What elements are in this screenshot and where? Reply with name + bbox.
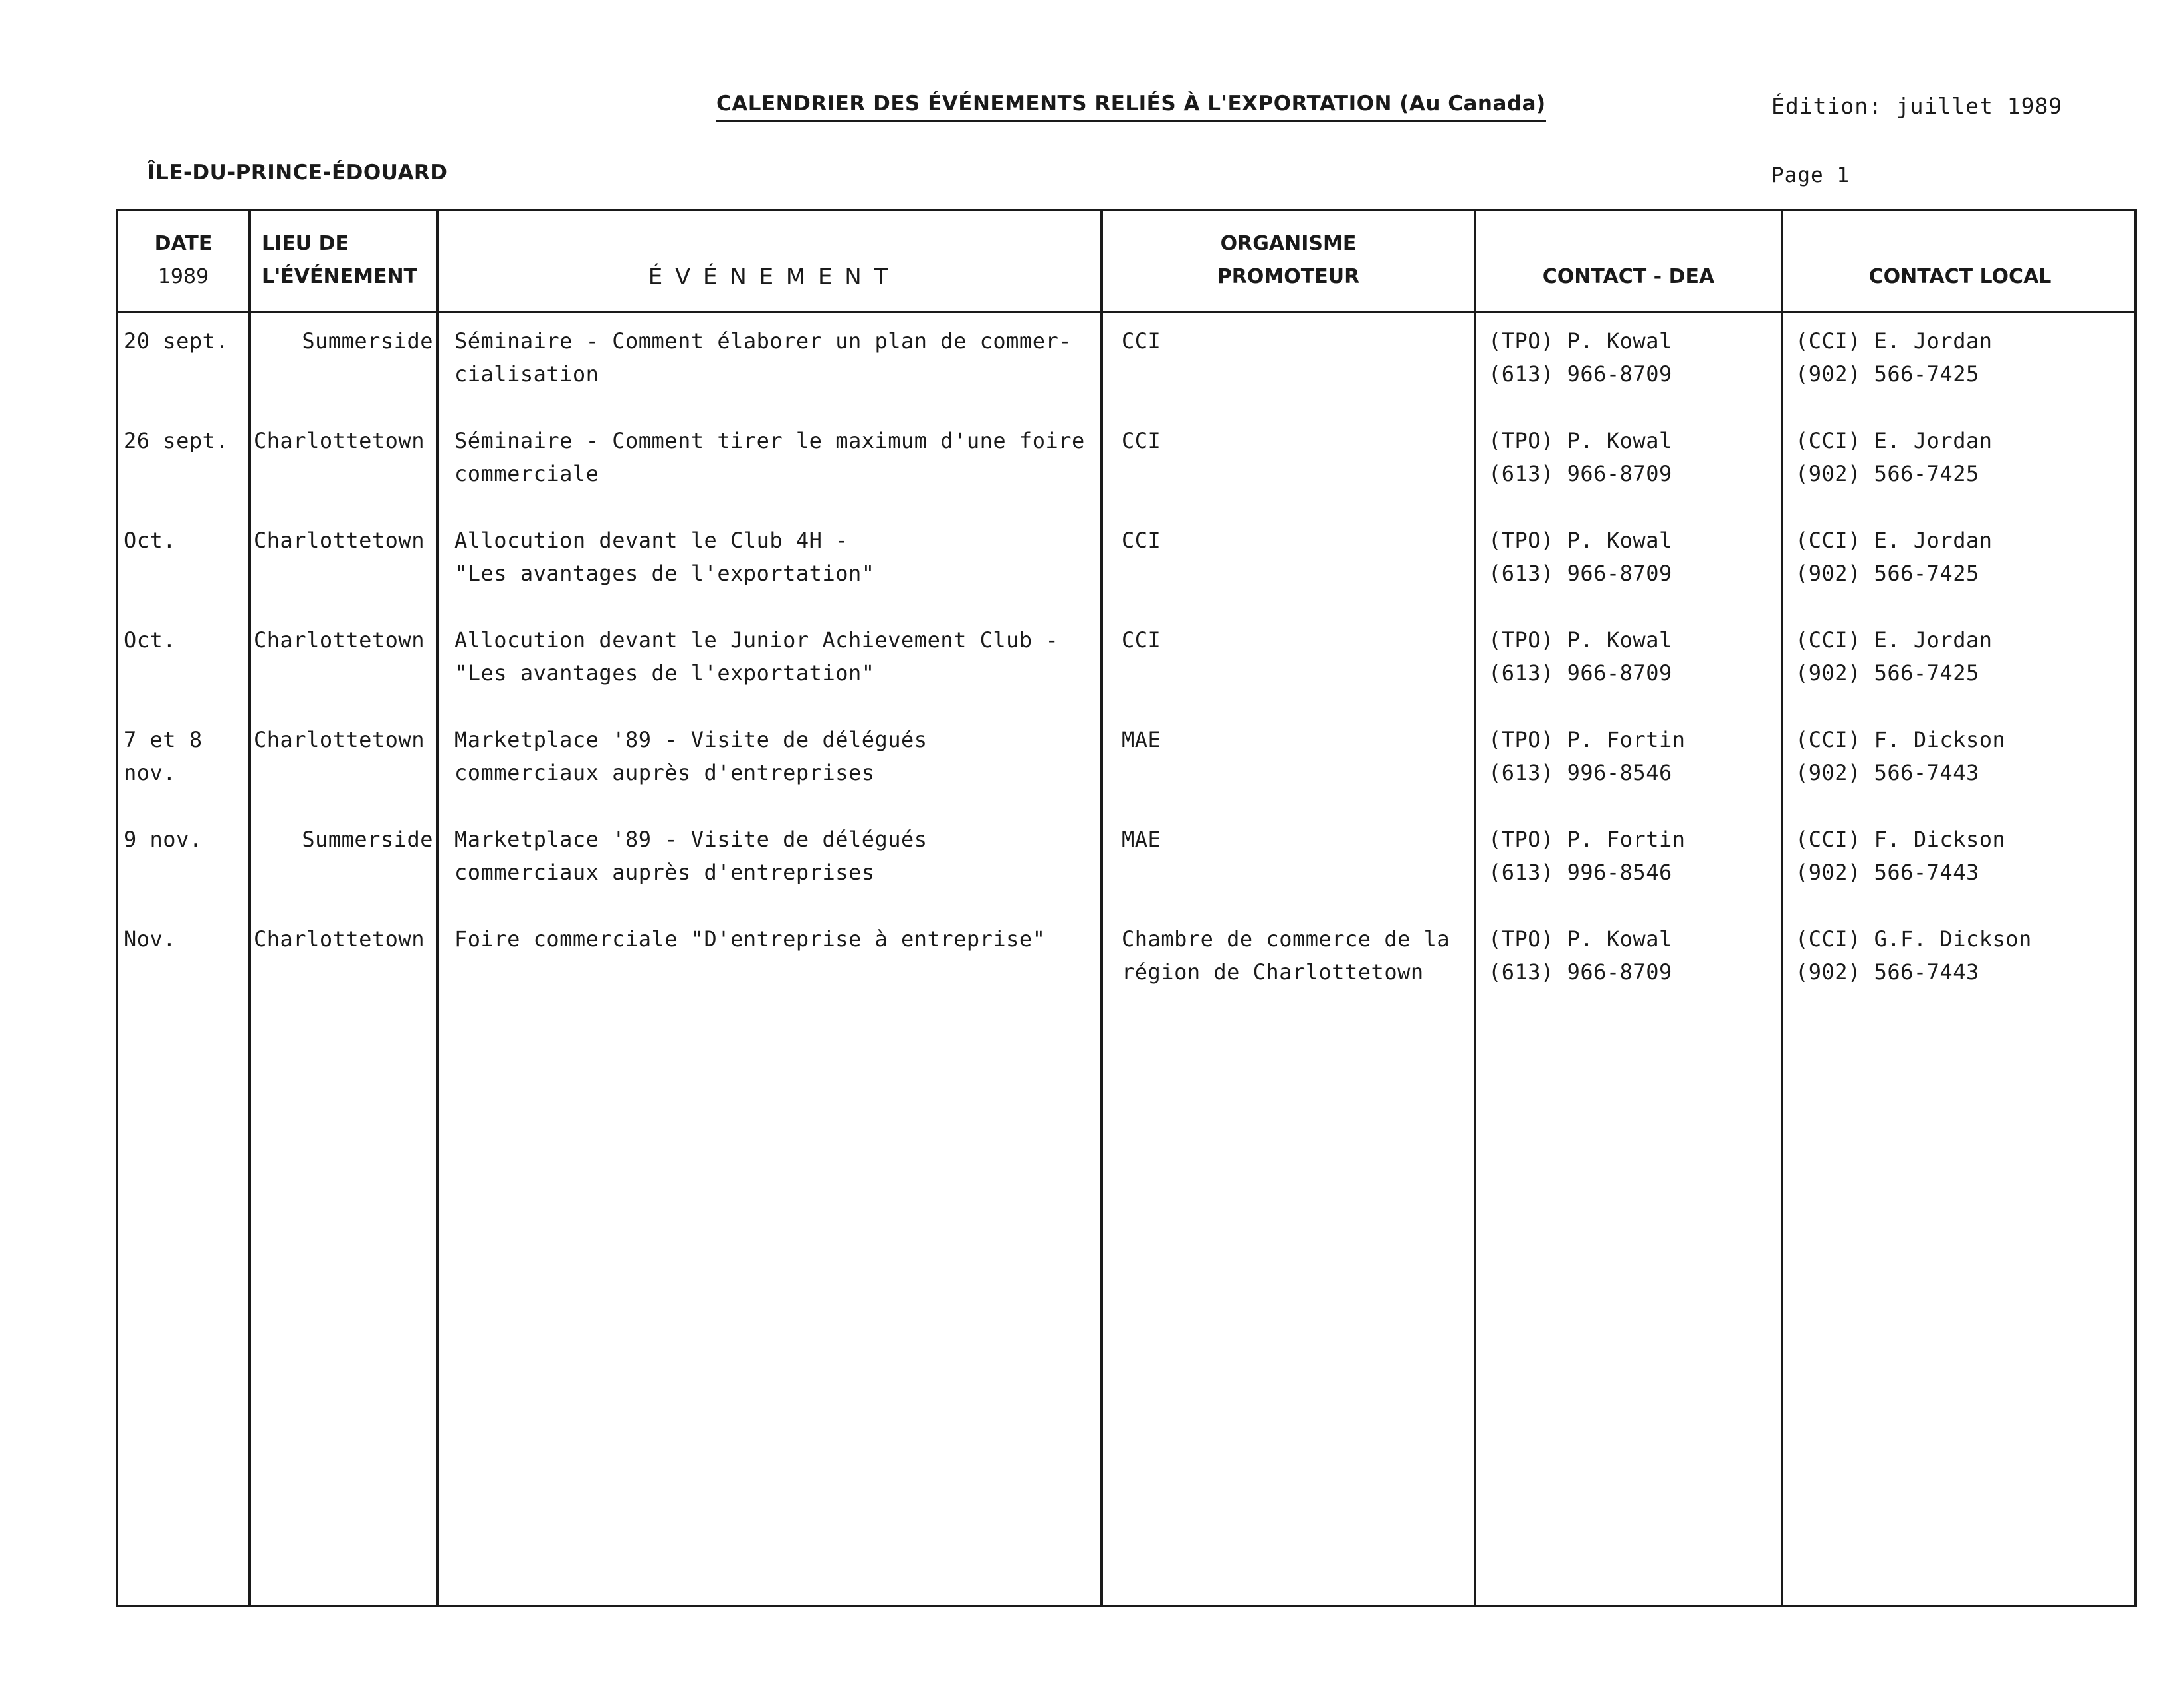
column-header-contact-local bbox=[1783, 260, 2137, 294]
event-cell bbox=[454, 524, 1119, 590]
contact-local-cell bbox=[1795, 524, 2114, 590]
event-cell bbox=[454, 424, 1119, 490]
cell-line: CCI bbox=[1122, 328, 1161, 353]
organisme-cell bbox=[1122, 623, 1480, 656]
contact-dea-cell bbox=[1488, 922, 1787, 989]
cell-line: (CCI) G.F. Dickson bbox=[1795, 926, 2032, 951]
cell-line: (CCI) E. Jordan bbox=[1795, 428, 1993, 453]
header-line: CONTACT - DEA bbox=[1542, 265, 1715, 288]
cell-line: Allocution devant le Club 4H - bbox=[454, 528, 848, 553]
event-cell bbox=[454, 723, 1119, 789]
table-row bbox=[118, 823, 2134, 922]
column-header-organisme bbox=[1103, 227, 1474, 294]
table-row bbox=[118, 623, 2134, 723]
cell-line: (TPO) P. Kowal bbox=[1488, 428, 1672, 453]
table-row bbox=[118, 424, 2134, 524]
cell-line: (CCI) E. Jordan bbox=[1795, 627, 1993, 652]
event-cell bbox=[454, 623, 1119, 690]
cell-line: commerciaux auprès d'entreprises bbox=[454, 860, 875, 885]
cell-line: commerciale bbox=[454, 461, 599, 486]
contact-local-cell bbox=[1795, 424, 2114, 490]
cell-line: (CCI) F. Dickson bbox=[1795, 727, 2006, 752]
header-divider bbox=[118, 311, 2134, 313]
cell-line: cialisation bbox=[454, 361, 599, 387]
cell-line: (613) 996-8546 bbox=[1488, 760, 1672, 785]
cell-line: Oct. bbox=[124, 627, 177, 652]
table-row bbox=[118, 524, 2134, 623]
cell-line: CCI bbox=[1122, 428, 1161, 453]
cell-line: (CCI) E. Jordan bbox=[1795, 528, 1993, 553]
table-row bbox=[118, 324, 2134, 424]
lieu-cell: Charlottetown bbox=[254, 528, 425, 553]
column-header-lieu bbox=[262, 227, 428, 294]
organisme-cell bbox=[1122, 823, 1480, 856]
date-cell bbox=[124, 723, 243, 789]
cell-line: (CCI) F. Dickson bbox=[1795, 827, 2006, 852]
cell-line: (902) 566-7443 bbox=[1795, 959, 1979, 985]
organisme-cell bbox=[1122, 723, 1480, 756]
contact-dea-cell bbox=[1488, 424, 1787, 490]
lieu-cell: Summerside bbox=[302, 328, 433, 353]
cell-line: 7 et 8 bbox=[124, 727, 203, 752]
date-cell bbox=[124, 524, 243, 557]
date-cell bbox=[124, 922, 243, 955]
contact-dea-cell bbox=[1488, 823, 1787, 889]
cell-line: Marketplace '89 - Visite de délégués bbox=[454, 727, 928, 752]
header-line: É V É N E M E N T bbox=[648, 264, 891, 290]
cell-line: 26 sept. bbox=[124, 428, 229, 453]
header-line: CONTACT LOCAL bbox=[1868, 265, 2052, 288]
events-table bbox=[116, 209, 2137, 1607]
cell-line: (TPO) P. Kowal bbox=[1488, 627, 1672, 652]
header-line: PROMOTEUR bbox=[1217, 265, 1360, 288]
table-row bbox=[118, 922, 2134, 1022]
lieu-cell: Charlottetown bbox=[254, 428, 425, 453]
cell-line: CCI bbox=[1122, 528, 1161, 553]
cell-line: Nov. bbox=[124, 926, 177, 951]
lieu-cell: Charlottetown bbox=[254, 627, 425, 652]
contact-local-cell bbox=[1795, 623, 2114, 690]
cell-line: (613) 966-8709 bbox=[1488, 361, 1672, 387]
cell-line: Allocution devant le Junior Achievement Club - bbox=[454, 627, 1059, 652]
cell-line: (902) 566-7425 bbox=[1795, 561, 1979, 586]
cell-line: Séminaire - Comment tirer le maximum d'une foire bbox=[454, 428, 1085, 453]
date-cell bbox=[124, 324, 243, 357]
contact-local-cell bbox=[1795, 324, 2114, 391]
cell-line: commerciaux auprès d'entreprises bbox=[454, 760, 875, 785]
header-line: LIEU DE bbox=[262, 232, 349, 255]
cell-line: (613) 966-8709 bbox=[1488, 461, 1672, 486]
contact-dea-cell bbox=[1488, 524, 1787, 590]
cell-line: (613) 966-8709 bbox=[1488, 561, 1672, 586]
organisme-cell bbox=[1122, 922, 1480, 989]
column-header-date bbox=[137, 227, 230, 294]
cell-line: (TPO) P. Fortin bbox=[1488, 727, 1686, 752]
contact-local-cell bbox=[1795, 723, 2114, 789]
table-row bbox=[118, 723, 2134, 823]
event-cell bbox=[454, 823, 1119, 889]
cell-line: Chambre de commerce de la bbox=[1122, 926, 1450, 951]
contact-local-cell bbox=[1795, 922, 2114, 989]
cell-line: MAE bbox=[1122, 827, 1161, 852]
cell-line: Oct. bbox=[124, 528, 177, 553]
lieu-cell: Charlottetown bbox=[254, 727, 425, 752]
contact-dea-cell bbox=[1488, 623, 1787, 690]
cell-line: CCI bbox=[1122, 627, 1161, 652]
organisme-cell bbox=[1122, 524, 1480, 557]
cell-line: "Les avantages de l'exportation" bbox=[454, 561, 875, 586]
cell-line: (TPO) P. Kowal bbox=[1488, 328, 1672, 353]
cell-line: (TPO) P. Kowal bbox=[1488, 926, 1672, 951]
cell-line: (902) 566-7425 bbox=[1795, 660, 1979, 686]
header-line: L'ÉVÉNEMENT bbox=[262, 265, 418, 288]
cell-line: Séminaire - Comment élaborer un plan de commer- bbox=[454, 328, 1072, 353]
cell-line: (902) 566-7425 bbox=[1795, 361, 1979, 387]
header-line: ORGANISME bbox=[1220, 232, 1357, 255]
cell-line: région de Charlottetown bbox=[1122, 959, 1424, 985]
organisme-cell bbox=[1122, 324, 1480, 357]
cell-line: (613) 966-8709 bbox=[1488, 959, 1672, 985]
page-number: Page 1 bbox=[1771, 163, 1850, 187]
contact-local-cell bbox=[1795, 823, 2114, 889]
event-cell bbox=[454, 922, 1119, 955]
column-header-contact-dea bbox=[1476, 260, 1781, 294]
cell-line: (902) 566-7425 bbox=[1795, 461, 1979, 486]
cell-line: (613) 996-8546 bbox=[1488, 860, 1672, 885]
edition-date: Édition: juillet 1989 bbox=[1771, 93, 2063, 119]
lieu-cell: Summerside bbox=[302, 827, 433, 852]
cell-line: (TPO) P. Kowal bbox=[1488, 528, 1672, 553]
lieu-cell: Charlottetown bbox=[254, 926, 425, 951]
cell-line: (TPO) P. Fortin bbox=[1488, 827, 1686, 852]
cell-line: 20 sept. bbox=[124, 328, 229, 353]
region-heading: ÎLE-DU-PRINCE-ÉDOUARD bbox=[148, 161, 448, 185]
cell-line: Marketplace '89 - Visite de délégués bbox=[454, 827, 928, 852]
date-cell bbox=[124, 424, 243, 457]
cell-line: (902) 566-7443 bbox=[1795, 760, 1979, 785]
header-line: DATE bbox=[154, 232, 213, 255]
cell-line: (902) 566-7443 bbox=[1795, 860, 1979, 885]
date-cell bbox=[124, 823, 243, 856]
cell-line: "Les avantages de l'exportation" bbox=[454, 660, 875, 686]
cell-line: nov. bbox=[124, 760, 177, 785]
organisme-cell bbox=[1122, 424, 1480, 457]
cell-line: (CCI) E. Jordan bbox=[1795, 328, 1993, 353]
date-cell bbox=[124, 623, 243, 656]
contact-dea-cell bbox=[1488, 324, 1787, 391]
header-line: 1989 bbox=[157, 265, 209, 288]
contact-dea-cell bbox=[1488, 723, 1787, 789]
column-header-event bbox=[439, 260, 1100, 294]
document-title: CALENDRIER DES ÉVÉNEMENTS RELIÉS À L'EXPORTATION (Au Canada) bbox=[716, 92, 1546, 122]
cell-line: 9 nov. bbox=[124, 827, 203, 852]
cell-line: MAE bbox=[1122, 727, 1161, 752]
event-cell bbox=[454, 324, 1119, 391]
cell-line: (613) 966-8709 bbox=[1488, 660, 1672, 686]
cell-line: Foire commerciale "D'entreprise à entreprise" bbox=[454, 926, 1046, 951]
